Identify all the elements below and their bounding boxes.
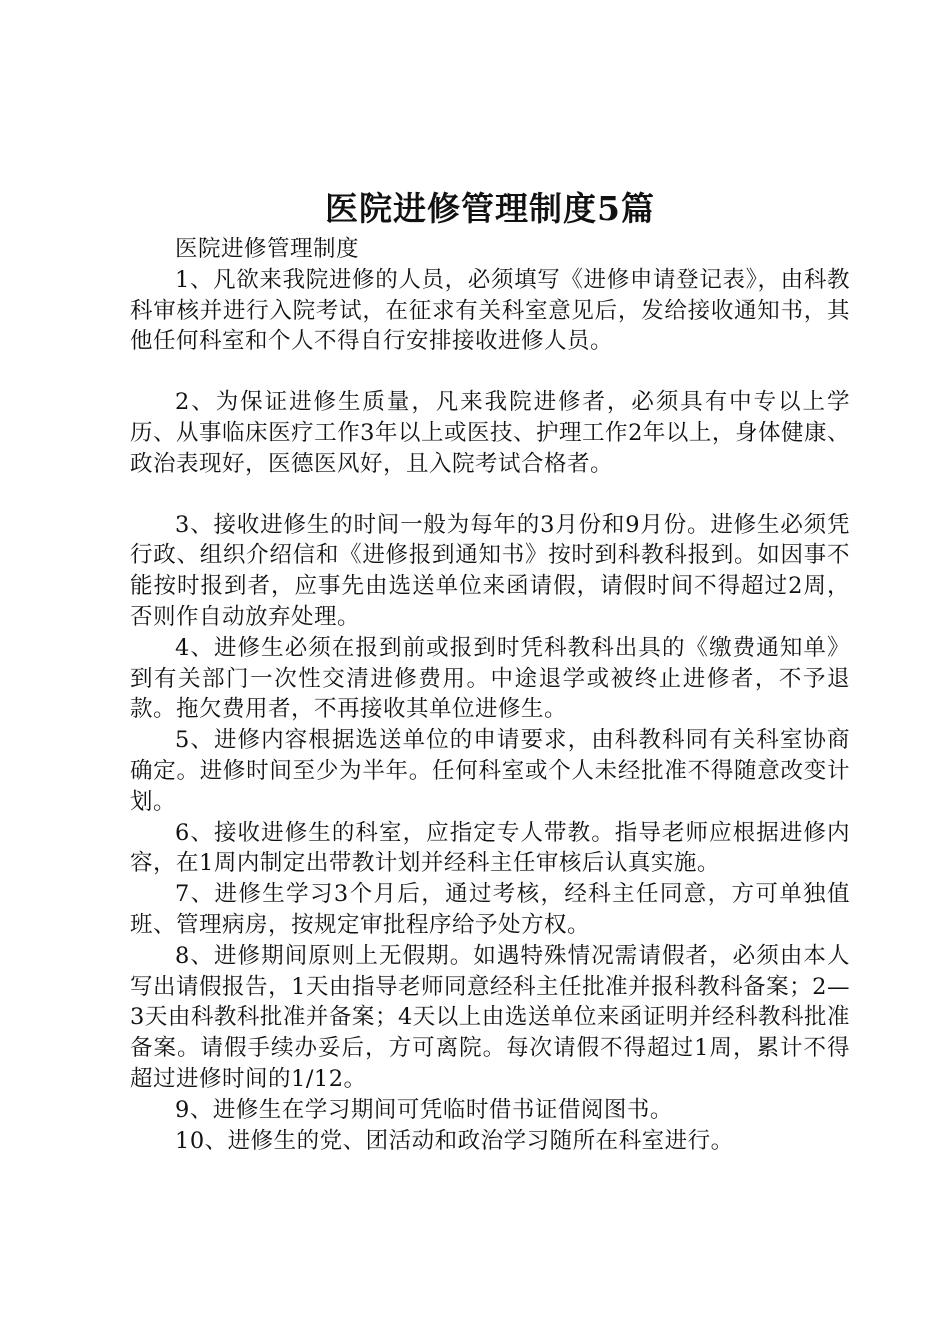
paragraph-4: 4、进修生必须在报到前或报到时凭科教科出具的《缴费通知单》到有关部门一次性交清进修费用。中途退学或被终止进修者，不予退款。拖欠费用者，不再接收其单位进修生。 [130,634,850,723]
paragraph-3: 3、接收进修生的时间一般为每年的3月份和9月份。进修生必须凭行政、组织介绍信和《进修报到通知书》按时到科教科报到。如因事不能按时报到者，应事先由选送单位来函请假，请假时间不得超过2周，否则作自动放弃处理。 [130,511,850,630]
paragraph-2: 2、为保证进修生质量，凡来我院进修者，必须具有中专以上学历、从事临床医疗工作3年以上或医技、护理工作2年以上，身体健康、政治表现好，医德医风好，且入院考试合格者。 [130,389,850,477]
document-page [130,186,850,1156]
paragraph-1: 1、凡欲来我院进修的人员，必须填写《进修申请登记表》，由科教科审核并进行入院考试，在征求有关科室意见后，发给接收通知书，其他任何科室和个人不得自行安排接收进修人员。 [130,266,850,355]
paragraph-10: 10、进修生的党、团活动和政治学习随所在科室进行。 [175,1127,734,1154]
document-subtitle: 医院进修管理制度 [175,236,360,262]
document-title: 医院进修管理制度5篇 [325,189,655,228]
paragraph-5: 5、进修内容根据选送单位的申请要求，由科教科同有关科室协商确定。进修时间至少为半年。任何科室或个人未经批准不得随意改变计划。 [130,727,850,815]
paragraph-6: 6、接收进修生的科室，应指定专人带教。指导老师应根据进修内容，在1周内制定出带教计划并经科主任审核后认真实施。 [130,819,850,877]
paragraph-7: 7、进修生学习3个月后，通过考核，经科主任同意，方可单独值班、管理病房，按规定审批程序给予处方权。 [130,881,850,938]
paragraph-8: 8、进修期间原则上无假期。如遇特殊情况需请假者，必须由本人写出请假报告，1天由指导老师同意经科主任批准并报科教科备案；2—3天由科教科批准并备案；4天以上由选送单位来函证明并经科教科批准备案。请假手续办妥后，方可离院。每次请假不得超过1周，累计不得超过进修时间的1/12。 [130,942,850,1092]
paragraph-9: 9、进修生在学习期间可凭临时借书证借阅图书。 [175,1096,673,1123]
